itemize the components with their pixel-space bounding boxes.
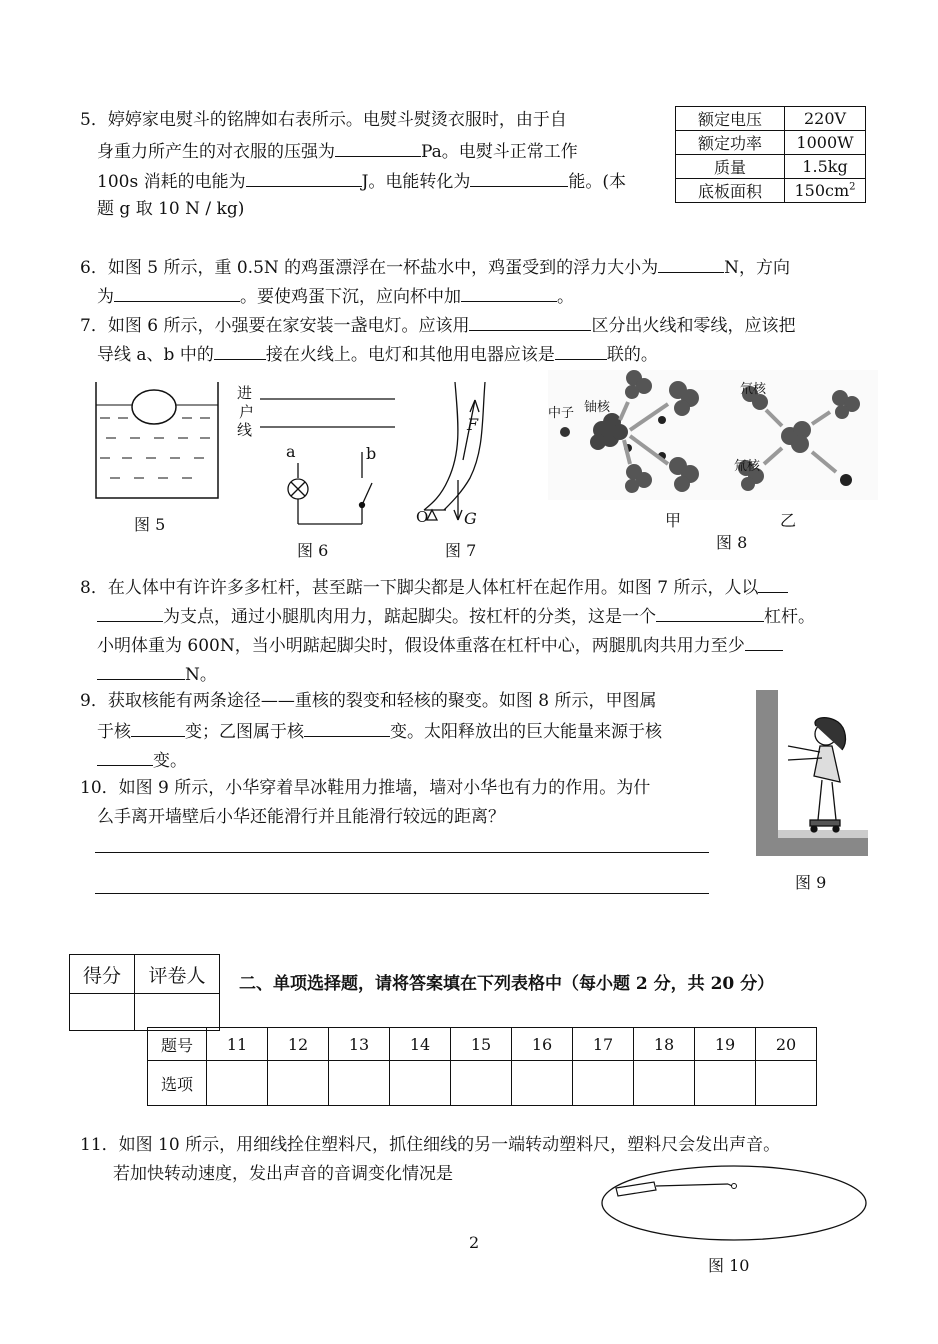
fig5-caption: 图 5 bbox=[134, 515, 166, 534]
q10-line2: 么手离开墙壁后小华还能滑行并且能滑行较远的距离？ bbox=[97, 807, 505, 827]
q10-answer-line-2[interactable] bbox=[95, 893, 709, 894]
q9-blank-sun[interactable] bbox=[97, 747, 153, 766]
q7-line1 bbox=[80, 312, 795, 338]
q9-blank-fission[interactable] bbox=[131, 718, 185, 737]
score-box bbox=[69, 954, 220, 1031]
question-number: 11 bbox=[207, 1028, 268, 1061]
neutron-icon bbox=[560, 427, 570, 437]
q8-line2 bbox=[97, 603, 815, 629]
q8-blank-force-a[interactable] bbox=[745, 632, 783, 651]
score-cell[interactable] bbox=[70, 994, 135, 1031]
fig6-caption: 图 6 bbox=[297, 541, 329, 560]
question-number: 18 bbox=[634, 1028, 695, 1061]
question-number: 16 bbox=[512, 1028, 573, 1061]
section2-title: 二、单项选择题，请将答案填在下列表格中（每小题 2 分，共 20 分） bbox=[239, 974, 775, 994]
q5-text: 100s 消耗的电能为 bbox=[97, 172, 246, 192]
q9-line2 bbox=[97, 718, 662, 744]
q7-text: 接在火线上。电灯和其他用电器应该是 bbox=[265, 345, 555, 365]
question-number: 14 bbox=[390, 1028, 451, 1061]
q5-text: 身重力所产生的对衣服的压强为 bbox=[97, 142, 335, 162]
score-label: 得分 bbox=[70, 955, 135, 994]
fig8-label-deuterium: 氘核 bbox=[740, 382, 767, 397]
spec-value: 1.5kg bbox=[785, 155, 866, 179]
q8-line3 bbox=[97, 632, 783, 658]
area-value: 150cm bbox=[794, 181, 850, 200]
switch-icon bbox=[362, 483, 372, 505]
q7-text: 7．如图 6 所示，小强要在家安装一盏电灯。应该用 bbox=[80, 316, 470, 336]
fig7-label-G: G bbox=[464, 509, 477, 528]
q5-blank-pressure[interactable] bbox=[335, 138, 421, 157]
spec-key: 质量 bbox=[676, 155, 785, 179]
q9-line1: 9．获取核能有两条途径——重核的裂变和轻核的聚变。如图 8 所示，甲图属 bbox=[80, 691, 657, 711]
q7-text: 区分出火线和零线，应该把 bbox=[591, 316, 796, 336]
q9-text: 变。 bbox=[153, 751, 187, 771]
q7-text: 导线 a、b 中的 bbox=[97, 345, 214, 365]
q6-blank-direction[interactable] bbox=[114, 283, 240, 302]
q7-blank-tool[interactable] bbox=[469, 312, 591, 331]
q5-text: Pa。电熨斗正常工作 bbox=[421, 142, 578, 162]
egg-icon bbox=[132, 390, 176, 424]
fig7-caption: 图 7 bbox=[445, 541, 477, 560]
q8-text: 小明体重为 600N，当小明踮起脚尖时，假设体重落在杠杆中心，两腿肌肉共用力至少 bbox=[97, 636, 745, 656]
q6-text: N，方向 bbox=[724, 258, 791, 278]
q6-text: 。 bbox=[557, 287, 574, 307]
fig9-skater bbox=[756, 690, 868, 856]
q8-blank-fulcrum-b[interactable] bbox=[97, 603, 163, 622]
q11-line2: 若加快转动速度，发出声音的音调变化情况是 bbox=[113, 1164, 453, 1184]
q6-blank-add[interactable] bbox=[461, 283, 557, 302]
answer-row-label: 选项 bbox=[148, 1061, 207, 1106]
answer-table bbox=[147, 1027, 817, 1106]
fig8-label-uranium: 铀核 bbox=[584, 400, 611, 415]
spec-key: 额定电压 bbox=[676, 107, 785, 131]
spec-value: 220V bbox=[785, 107, 866, 131]
q8-text: N。 bbox=[185, 665, 217, 685]
page-number: 2 bbox=[469, 1233, 480, 1252]
q7-blank-connection[interactable] bbox=[555, 341, 607, 360]
q9-blank-fusion[interactable] bbox=[304, 718, 390, 737]
fig8-label-neutron: 中子 bbox=[548, 406, 575, 421]
q5-text: 能。(本 bbox=[568, 172, 627, 192]
grader-label: 评卷人 bbox=[135, 955, 220, 994]
answer-cell[interactable] bbox=[268, 1061, 329, 1106]
q6-text: 。要使鸡蛋下沉，应向杯中加 bbox=[240, 287, 461, 307]
fig8-label-yi: 乙 bbox=[780, 511, 797, 530]
question-number: 17 bbox=[573, 1028, 634, 1061]
fig6-label-xian: 线 bbox=[237, 421, 253, 439]
q9-text: 变；乙图属于核 bbox=[185, 722, 304, 742]
fig9-caption: 图 9 bbox=[795, 873, 827, 892]
q9-line3 bbox=[97, 747, 187, 773]
answer-cell[interactable] bbox=[756, 1061, 817, 1106]
q8-line4 bbox=[97, 661, 217, 687]
fig6-label-a: a bbox=[286, 442, 296, 461]
question-number: 13 bbox=[329, 1028, 390, 1061]
fig7-label-O: O bbox=[416, 508, 429, 526]
fig7-label-F: F bbox=[467, 415, 479, 434]
area-superscript: 2 bbox=[849, 181, 856, 193]
spec-value: 1000W bbox=[785, 131, 866, 155]
spec-key: 额定功率 bbox=[676, 131, 785, 155]
q10-answer-line-1[interactable] bbox=[95, 852, 709, 853]
answer-cell[interactable] bbox=[390, 1061, 451, 1106]
fulcrum-icon bbox=[427, 510, 437, 520]
q6-text: 6．如图 5 所示，重 0.5N 的鸡蛋漂浮在一杯盐水中，鸡蛋受到的浮力大小为 bbox=[80, 258, 659, 278]
q8-blank-force-b[interactable] bbox=[97, 661, 185, 680]
q6-blank-buoyancy[interactable] bbox=[658, 254, 724, 273]
fig10-ruler bbox=[598, 1158, 870, 1244]
q8-blank-fulcrum-a[interactable] bbox=[758, 574, 788, 593]
q5-blank-conversion[interactable] bbox=[470, 168, 568, 187]
fig8-caption: 图 8 bbox=[716, 533, 748, 552]
q10-line1: 10．如图 9 所示，小华穿着旱冰鞋用力推墙，墙对小华也有力的作用。为什 bbox=[80, 778, 651, 798]
q9-text: 变。太阳释放出的巨大能量来源于核 bbox=[390, 722, 662, 742]
fig6-label-b: b bbox=[366, 444, 377, 463]
q5-line3 bbox=[97, 168, 626, 194]
grader-cell[interactable] bbox=[135, 994, 220, 1031]
question-number: 19 bbox=[695, 1028, 756, 1061]
q11-line1: 11．如图 10 所示，用细线拴住塑料尺，抓住细线的另一端转动塑料尺，塑料尺会发出声音。 bbox=[80, 1135, 781, 1155]
fig6-label-hu: 户 bbox=[239, 403, 255, 421]
q7-text: 联的。 bbox=[606, 345, 658, 365]
fig8-label-tritium: 氚核 bbox=[734, 459, 761, 474]
skate-icon bbox=[810, 820, 840, 826]
q8-text: 8．在人体中有许许多多杠杆，甚至踮一下脚尖都是人体杠杆在起作用。如图 7 所示，人以 bbox=[80, 578, 759, 598]
q6-text: 为 bbox=[97, 287, 114, 307]
q8-line1 bbox=[80, 574, 788, 600]
fig7-foot bbox=[424, 382, 485, 520]
answer-row-label: 题号 bbox=[148, 1028, 207, 1061]
answer-cell[interactable] bbox=[512, 1061, 573, 1106]
answer-cell[interactable] bbox=[634, 1061, 695, 1106]
q8-text: 为支点，通过小腿肌肉用力，踮起脚尖。按杠杆的分类，这是一个 bbox=[163, 607, 656, 627]
fig10-caption: 图 10 bbox=[708, 1256, 750, 1275]
question-number: 15 bbox=[451, 1028, 512, 1061]
q5-line1: 5．婷婷家电熨斗的铭牌如右表所示。电熨斗熨烫衣服时，由于自 bbox=[80, 110, 567, 130]
spec-value bbox=[785, 179, 866, 203]
q5-line4: 题 g 取 10 N / kg) bbox=[97, 199, 245, 219]
question-number: 20 bbox=[756, 1028, 817, 1061]
answer-cell[interactable] bbox=[695, 1061, 756, 1106]
spec-key: 底板面积 bbox=[676, 179, 785, 203]
q8-blank-lever-type[interactable] bbox=[656, 603, 764, 622]
fig5-beaker bbox=[96, 382, 218, 498]
answer-cell[interactable] bbox=[329, 1061, 390, 1106]
q9-text: 于核 bbox=[97, 722, 131, 742]
answer-cell[interactable] bbox=[451, 1061, 512, 1106]
q8-text: 杠杆。 bbox=[764, 607, 815, 627]
q5-blank-energy[interactable] bbox=[246, 168, 362, 187]
question-number: 12 bbox=[268, 1028, 329, 1061]
q5-text: J。电能转化为 bbox=[361, 172, 471, 192]
q6-line1 bbox=[80, 254, 790, 280]
q6-line2 bbox=[97, 283, 574, 309]
q7-blank-wire[interactable] bbox=[214, 341, 266, 360]
spec-table bbox=[675, 106, 866, 203]
fig6-label-jin: 进 bbox=[237, 384, 253, 402]
answer-cell[interactable] bbox=[207, 1061, 268, 1106]
q5-line2 bbox=[97, 138, 578, 164]
fig8-nuclear bbox=[548, 370, 878, 500]
fig8-label-jia: 甲 bbox=[665, 511, 682, 530]
answer-cell[interactable] bbox=[573, 1061, 634, 1106]
